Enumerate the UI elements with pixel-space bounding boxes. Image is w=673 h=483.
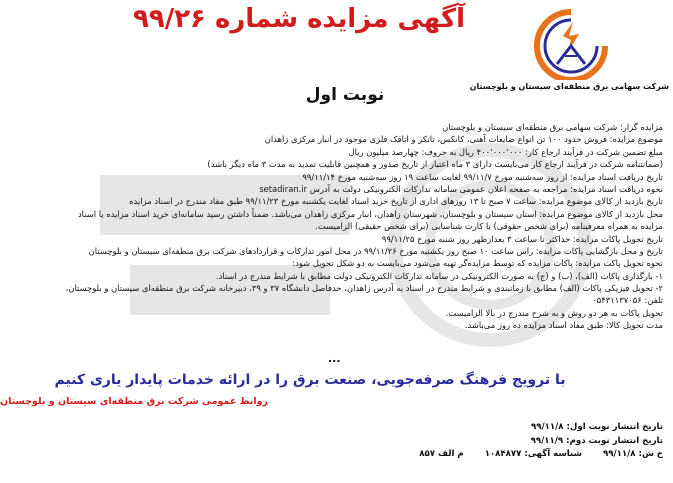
second-publish-date: تاریخ انتشار نوبت دوم: ۹۹/۱۱/۹ bbox=[530, 435, 663, 446]
company-name: شرکت سهامی برق منطقه‌ای سیستان و بلوچستان bbox=[469, 82, 669, 91]
detail-line: ۱- بارگذاری پاکات (الف)، (ب) و (ج) به صورت الکترونیکی در سامانه تدارکات الکترونیکی دولت مطابق با شرایط مندرج در اسناد. bbox=[215, 270, 663, 281]
detail-line: مزایده به همراه معرفینامه (برای شخص حقوقی) یا کارت شناسایی (برای شخص حقیقی) الزامیست. bbox=[315, 221, 663, 232]
ellipsis-separator: ... bbox=[328, 352, 341, 365]
publication-footer bbox=[163, 421, 663, 462]
first-publish-date: تاریخ انتشار نوبت اول: ۹۹/۱۱/۸ bbox=[530, 422, 663, 432]
page-title: آگهی مزایده شماره ۹۹/۲۶ bbox=[132, 4, 465, 34]
detail-line: تاریخ و محل بازگشایی پاکات مزایده: راس ساعت ۱۰ صبح روز یکشنبه مورخ ۹۹/۱۱/۲۶ در محل امور تدارکات و قراردادهای شرکت برق منطقه‌ای سیستان و بلوچستان bbox=[88, 245, 663, 256]
detail-line: مزایده گزار: شرکت سهامی برق منطقه‌ای سیستان و بلوچستان bbox=[442, 122, 663, 132]
ad-id: شناسه آگهی: ۱۰۸۴۸۷۷ bbox=[484, 449, 582, 459]
detail-line: تحویل پاکات به هر دو روش و به شرح مندرج در بالا الزامیست. bbox=[445, 307, 663, 318]
detail-line: مدت تحویل کالا: طبق مفاد اسناد مزایده ده روز می‌باشد. bbox=[464, 320, 663, 331]
tender-details bbox=[23, 121, 663, 332]
electricity-company-logo-icon bbox=[511, 6, 631, 80]
ref-code: خ ش: ۹۹/۱۱/۸ bbox=[603, 449, 663, 459]
public-relations-signature: روابط عمومی شرکت برق منطقه‌ای سیستان و بلوچستان bbox=[0, 396, 268, 407]
detail-line: نحوه تحویل پاکت مزایده: پاکات مزایده که توسط مزایده‌گر تهیه می‌شود می‌بایست به دو شکل تحویل شود: bbox=[292, 258, 663, 269]
mf-code: م الف ۸۵۷ bbox=[419, 449, 464, 459]
detail-line: ۲- تحویل فیزیکی پاکات (الف) مطابق با زمانبندی و شرایط مندرج در اسناد به آدرس زاهدان، حدفاصل دانشگاه ۳۷ و ۳۹، دبیرخانه شرکت برق منطقه‌ای سیستان و بلوچستان، bbox=[65, 283, 663, 294]
detail-line: تاریخ دریافت اسناد مزایده: از روز سه‌شنبه مورخ ۹۹/۱۱/۷ لغایت ساعت ۱۹ روز سه‌شنبه مورخ ۹۹/۱۱/۱۴ bbox=[302, 171, 663, 182]
detail-line: (ضمانتنامه شرکت در فرآیند ارجاع کار می‌بایست دارای ۳ ماه اعتبار از تاریخ صدور و همچنین قابلیت تمدید به مدت ۳ ماه دیگر باشد) bbox=[207, 159, 663, 170]
detail-line: تلفن: ۰۵۴۳۱۱۳۷۰۵۶ bbox=[592, 295, 663, 306]
company-logo bbox=[469, 6, 669, 98]
detail-line: مبلغ تضمین شرکت در فرآیند ارجاع کار: ۴۰۰٬۰۰۰٬۰۰۰ ریال به حروف: چهارصد میلیون ریال bbox=[348, 146, 663, 157]
slogan: با ترویج فرهنگ صرفه‌جویی، صنعت برق را در ارائه خدمات پایدار یاری کنیم bbox=[54, 372, 566, 388]
detail-line: تاریخ تحویل پاکات مزایده: حداکثر تا ساعت ۳ بعدازظهر روز شنبه مورخ ۹۹/۱۱/۲۵ bbox=[381, 233, 663, 244]
page-subtitle: نوبت اول bbox=[305, 85, 385, 105]
detail-line: موضوع مزایده: فروش حدود ۱۰۰ تن انواع ضایعات آهنی، کانکس، تانکر و اتاقک فلزی موجود در انبار مرکزی زاهدان bbox=[264, 134, 663, 145]
detail-line: محل بازدید از کالای موضوع مزایده: استان سیستان و بلوچستان، شهرستان زاهدان، انبار مرکزی زاهدان می‌باشد. ضمناً داشتن رسید سامانه‌ای خرید اسناد مزایده یا اسناد bbox=[77, 208, 663, 219]
detail-line: نحوه دریافت اسناد مزایده: مراجعه به صفحه اعلان عمومی سامانه تدارکات الکترونیکی دولت به آدرس setadiran.ir bbox=[259, 183, 663, 194]
ad-codes bbox=[163, 448, 663, 462]
detail-line: تاریخ بازدید از کالای موضوع مزایده: ساعت ۷ صبح تا ۱۳ روزهای اداری از تاریخ خرید اسناد لغایت یکشنبه مورخ ۹۹/۱۱/۲۳ طبق مفاد مندرج در اسناد مزایده bbox=[129, 196, 663, 207]
